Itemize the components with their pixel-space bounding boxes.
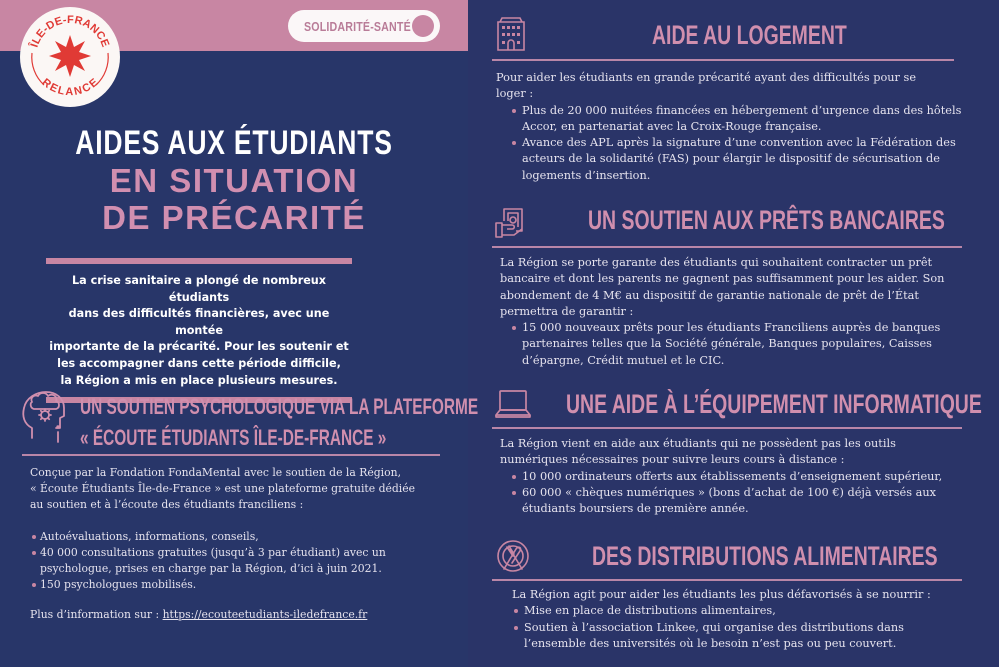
housing-bullet: Plus de 20 000 nuitées financées en hébergement d’urgence dans des hôtels Accor, en partenariat avec la Croix-Rouge française. xyxy=(510,103,966,136)
housing-section-body xyxy=(496,70,966,184)
psy-bullet: Autoévaluations, informations, conseils, xyxy=(30,529,440,545)
housing-section-title: AIDE AU LOGEMENT xyxy=(652,20,847,50)
intro-box xyxy=(46,258,352,403)
ile-de-france-relance-logo xyxy=(20,7,120,107)
food-section-title: DES DISTRIBUTIONS ALIMENTAIRES xyxy=(592,541,938,571)
title-line-1: AIDES AUX ÉTUDIANTS xyxy=(75,124,393,162)
food-bullet: Mise en place de distributions alimentaires, xyxy=(512,603,972,619)
food-section-rule xyxy=(492,579,962,581)
psy-bullet: 150 psychologues mobilisés. xyxy=(30,577,440,593)
loans-section-body xyxy=(500,255,970,369)
food-intro: La Région agit pour aider les étudiants les plus défavorisés à se nourrir : xyxy=(512,588,931,601)
computer-section-title: UNE AIDE À L’ÉQUIPEMENT INFORMATIQUE xyxy=(566,389,982,419)
housing-bullet: Avance des APL après la signature d’une convention avec la Fédération des acteurs de la solidarité (FAS) pour élargir le dispositif de sécurisation de logements d’insertion. xyxy=(510,135,966,184)
psy-more-info xyxy=(30,607,440,623)
computer-section-rule xyxy=(492,427,962,429)
head-brain-icon xyxy=(18,388,70,450)
svg-text:RELANCE xyxy=(39,76,100,98)
food-section-body xyxy=(512,587,972,652)
category-tag xyxy=(288,10,440,42)
computer-bullet: 10 000 ordinateurs offerts aux établissements d’enseignement supérieur, xyxy=(510,469,975,485)
intro-text xyxy=(46,264,352,397)
hand-money-icon xyxy=(494,205,528,243)
loans-section-rule xyxy=(492,246,962,248)
intro-line: les accompagner dans cette période difficile, xyxy=(57,356,341,370)
psy-intro-line: Conçue par la Fondation FondaMental avec le soutien de la Région, xyxy=(30,466,402,479)
building-icon xyxy=(495,16,527,56)
category-tag-label: SOLIDARITÉ-SANTÉ xyxy=(304,18,411,34)
food-bullet: Soutien à l’association Linkee, qui organise des distributions dans l’ensemble des universités où le besoin n’est pas ou peu couvert. xyxy=(512,620,942,653)
ecoute-etudiants-link[interactable]: https://ecouteetudiants-iledefrance.fr xyxy=(162,608,368,621)
intro-line: dans des difficultés financières, avec une montée xyxy=(68,307,330,337)
tag-dot-icon xyxy=(412,15,434,37)
laptop-icon xyxy=(495,388,531,424)
loans-intro: La Région se porte garante des étudiants qui souhaitent contracter un prêt bancaire et dont les parents ne gagnent pas suffisamment pour les aider. Son abondement de 4 M€ au dispositif de garantie nationale de prêt de l’État permettra de garantir : xyxy=(500,256,945,318)
logo-bottom-text: RELANCE xyxy=(39,76,101,99)
intro-line: la Région a mis en place plusieurs mesures. xyxy=(60,373,338,387)
loans-bullet: 15 000 nouveaux prêts pour les étudiants Franciliens auprès de banques partenaires telles que la Société générale, Banques populaires, Caisses d’épargne, Crédit mutuel et le CIC. xyxy=(510,320,970,369)
logo-top-text: ÎLE-DE-FRANCE xyxy=(28,13,112,49)
psy-intro-line: « Écoute Étudiants Île-de-France » est une plateforme gratuite dédiée xyxy=(30,482,416,495)
housing-intro: Pour aider les étudiants en grande précarité ayant des difficultés pour se loger : xyxy=(496,71,917,101)
intro-line: La crise sanitaire a plongé de nombreux étudiants xyxy=(72,274,326,304)
intro-line: importante de la précarité. Pour les soutenir et xyxy=(49,340,349,354)
plate-cutlery-icon xyxy=(496,539,530,577)
title-line-3: DE PRÉCARITÉ xyxy=(102,199,366,236)
loans-section-title: UN SOUTIEN AUX PRÊTS BANCAIRES xyxy=(588,205,945,235)
psy-section-body xyxy=(30,465,440,623)
computer-section-body xyxy=(500,436,975,517)
title-line-2: EN SITUATION xyxy=(109,162,359,199)
psy-bullet: 40 000 consultations gratuites (jusqu’à 3 par étudiant) avec un psychologue, prises en charge par la Région, d’ici à juin 2021. xyxy=(30,545,440,577)
psy-section-title-line-1: UN SOUTIEN PSYCHOLOGIQUE VIA LA PLATEFORME xyxy=(80,394,479,419)
psy-intro-line: au soutien et à l’écoute des étudiants franciliens : xyxy=(30,498,304,511)
psy-section-title-line-2: « ÉCOUTE ÉTUDIANTS ÎLE-DE-FRANCE » xyxy=(80,425,387,450)
star-icon xyxy=(49,35,91,77)
computer-intro: La Région vient en aide aux étudiants qui ne possèdent pas les outils numériques nécessaires pour suivre leurs cours à distance : xyxy=(500,437,896,467)
computer-bullet: 60 000 « chèques numériques » (bons d’achat de 100 €) déjà versés aux étudiants boursiers de première année. xyxy=(510,485,950,518)
psy-more-label: Plus d’information sur : xyxy=(30,608,163,621)
housing-section-rule xyxy=(492,59,954,61)
psy-section-rule xyxy=(22,454,440,456)
